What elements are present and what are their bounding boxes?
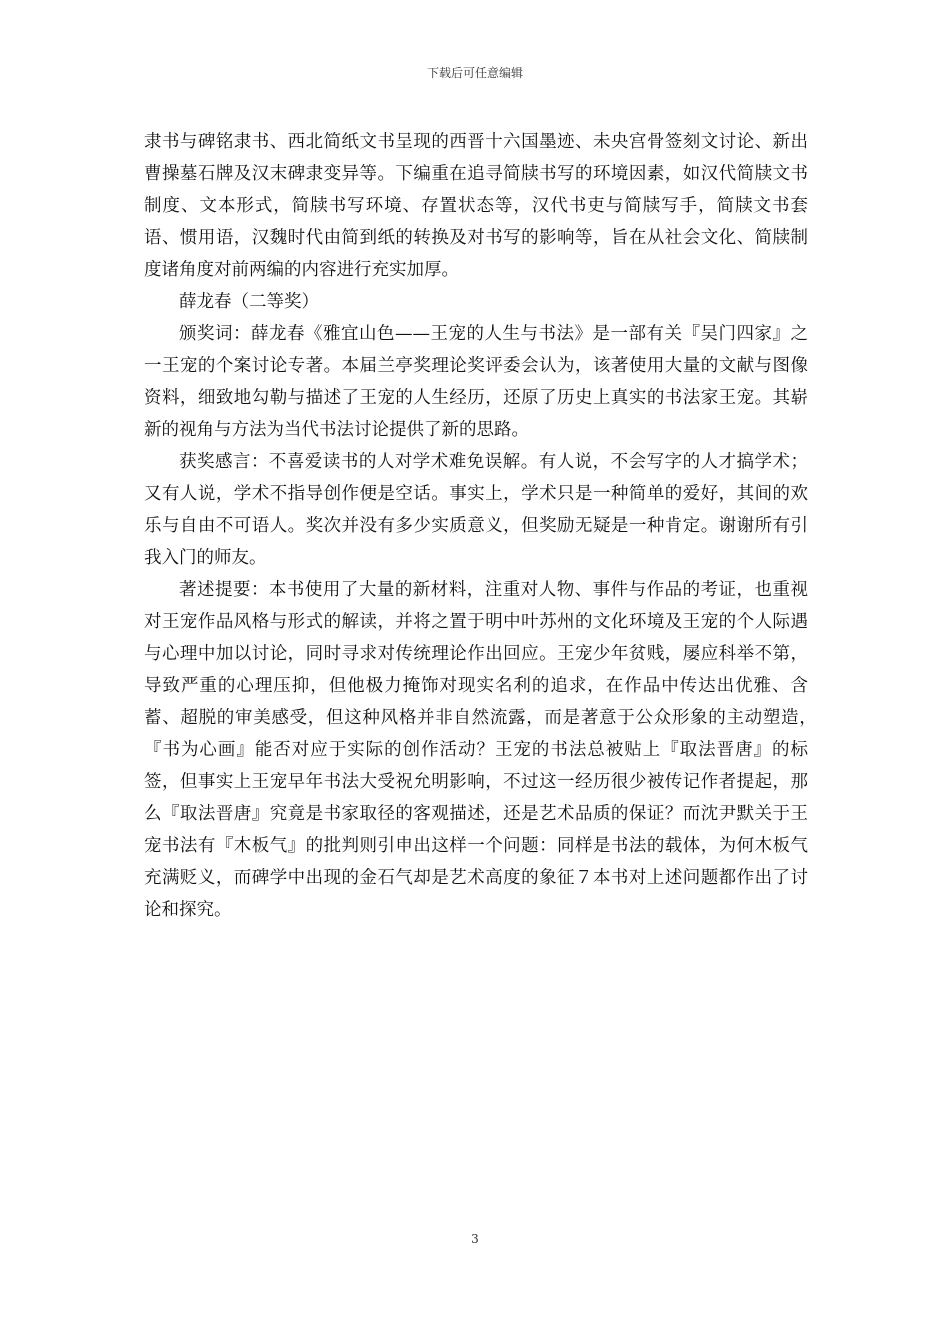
page-number: 3 — [471, 1232, 479, 1246]
paragraph-award-winner: 薛龙春（二等奖） — [179, 292, 319, 312]
document-body — [144, 126, 826, 926]
paragraph-book-summary: 著述提要：本书使用了大量的新材料，注重对人物、事件与作品的考证，也重视对王宠作品风格与形式的解读，并将之置于明中叶苏州的文化环境及王宠的个人际遇与心理中加以讨论，同时寻求对传统理论作出回应。王宠少年贫贱，屡应科举不第，导致严重的心理压抑，但他极力掩饰对现实名利的追求，在作品中传达出优雅、含蓄、超脱的审美感受，但这种风格并非自然流露，而是著意于公众形象的主动塑造， 『书为心画』能否对应于实际的创作活动？王宠的书法总被贴上『取法晋唐』的标签，但事实上王宠早年书法大受祝允明影响，不过这一经历很少被传记作者提起，那么『取法晋唐』究竟是书家取径的客观描述，还是艺术品质的保证？而沈尹默关于王宠书法有『木板气』的批判则引申出这样一个问题：同样是书法的载体，为何木板气充满贬义，而碑学中出现的金石气却是艺术高度的象征７本书对上述问题都作出了讨论和探究。 — [144, 580, 826, 920]
paragraph-acceptance-speech: 获奖感言：不喜爱读书的人对学术难免误解。有人说，不会写字的人才搞学术；又有人说，学术不指导创作便是空话。事实上，学术只是一种简单的爱好，其间的欢乐与自由不可语人。奖次并没有多少实质意义，但奖励无疑是一种肯定。谢谢所有引我入门的师友。 — [144, 452, 808, 568]
paragraph-continuation: 隶书与碑铭隶书、西北简纸文书呈现的西晋十六国墨迹、未央宫骨签刻文讨论、新出曹操墓石牌及汉末碑隶变异等。下编重在追寻简牍书写的环境因素，如汉代简牍文书制度、文本形式，简牍书写环境、存置状态等，汉代书吏与简牍写手，简牍文书套语、惯用语，汉魏时代由简到纸的转换及对书写的影响等，旨在从社会文化、简牍制度诸角度对前两编的内容进行充实加厚。 — [144, 132, 808, 280]
page-header: 下载后可任意编辑 — [426, 66, 523, 80]
paragraph-award-citation: 颁奖词：薛龙春《雅宜山色——王宠的人生与书法》是一部有关『吴门四家』之一王宠的个案讨论专著。本届兰亭奖理论奖评委会认为，该著使用大量的文献与图像资料，细致地勾勒与描述了王宠的人生经历，还原了历史上真实的书法家王宠。其崭新的视角与方法为当代书法讨论提供了新的思路。 — [144, 324, 808, 440]
